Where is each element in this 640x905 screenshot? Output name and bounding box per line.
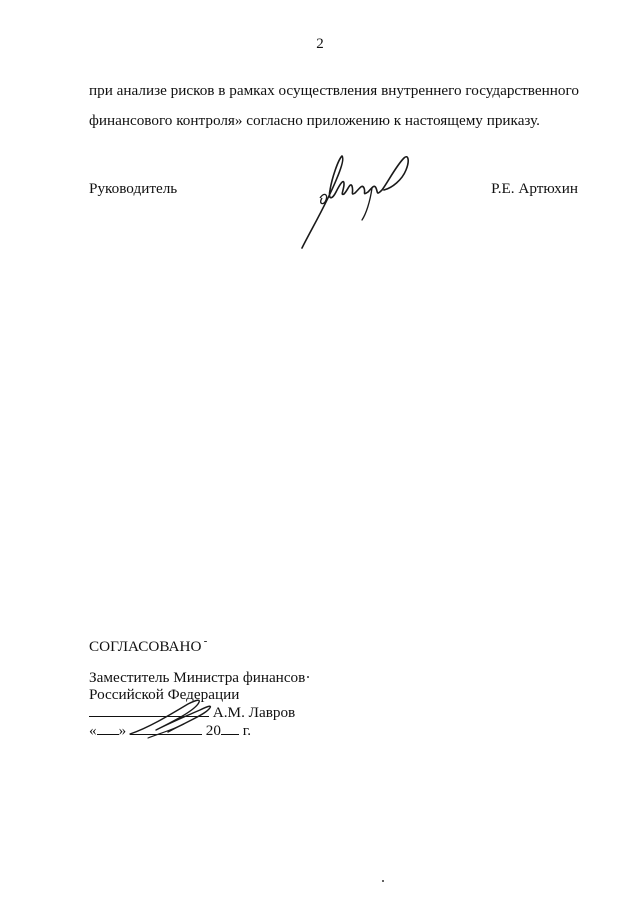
body-line-2: финансового контроля» согласно приложению к настоящему приказу. — [89, 112, 540, 129]
body-paragraph — [89, 76, 589, 136]
stray-mark — [204, 641, 207, 642]
signer-title: Руководитель — [89, 180, 178, 197]
date-close-quote: » — [118, 722, 127, 739]
date-year: 20 — [205, 722, 221, 739]
stray-mark — [307, 676, 309, 678]
signature-approval-image — [128, 694, 218, 742]
date-day-blank — [97, 721, 119, 735]
date-open-quote: « — [89, 722, 97, 739]
approval-heading: СОГЛАСОВАНО — [89, 638, 202, 655]
date-year-blank — [221, 721, 239, 735]
approval-position-line-2: Российской Федерации — [89, 686, 240, 703]
approval-name: А.М. Лавров — [212, 704, 296, 721]
date-suffix: г. — [242, 722, 252, 739]
approval-position-line-1: Заместитель Министра финансов — [89, 669, 306, 686]
stray-mark — [382, 880, 384, 882]
signature-main-image — [292, 148, 422, 253]
page-number: 2 — [316, 36, 324, 52]
signer-name: Р.Е. Артюхин — [491, 180, 578, 197]
body-line-1: при анализе рисков в рамках осуществления внутреннего государственного — [89, 82, 579, 99]
